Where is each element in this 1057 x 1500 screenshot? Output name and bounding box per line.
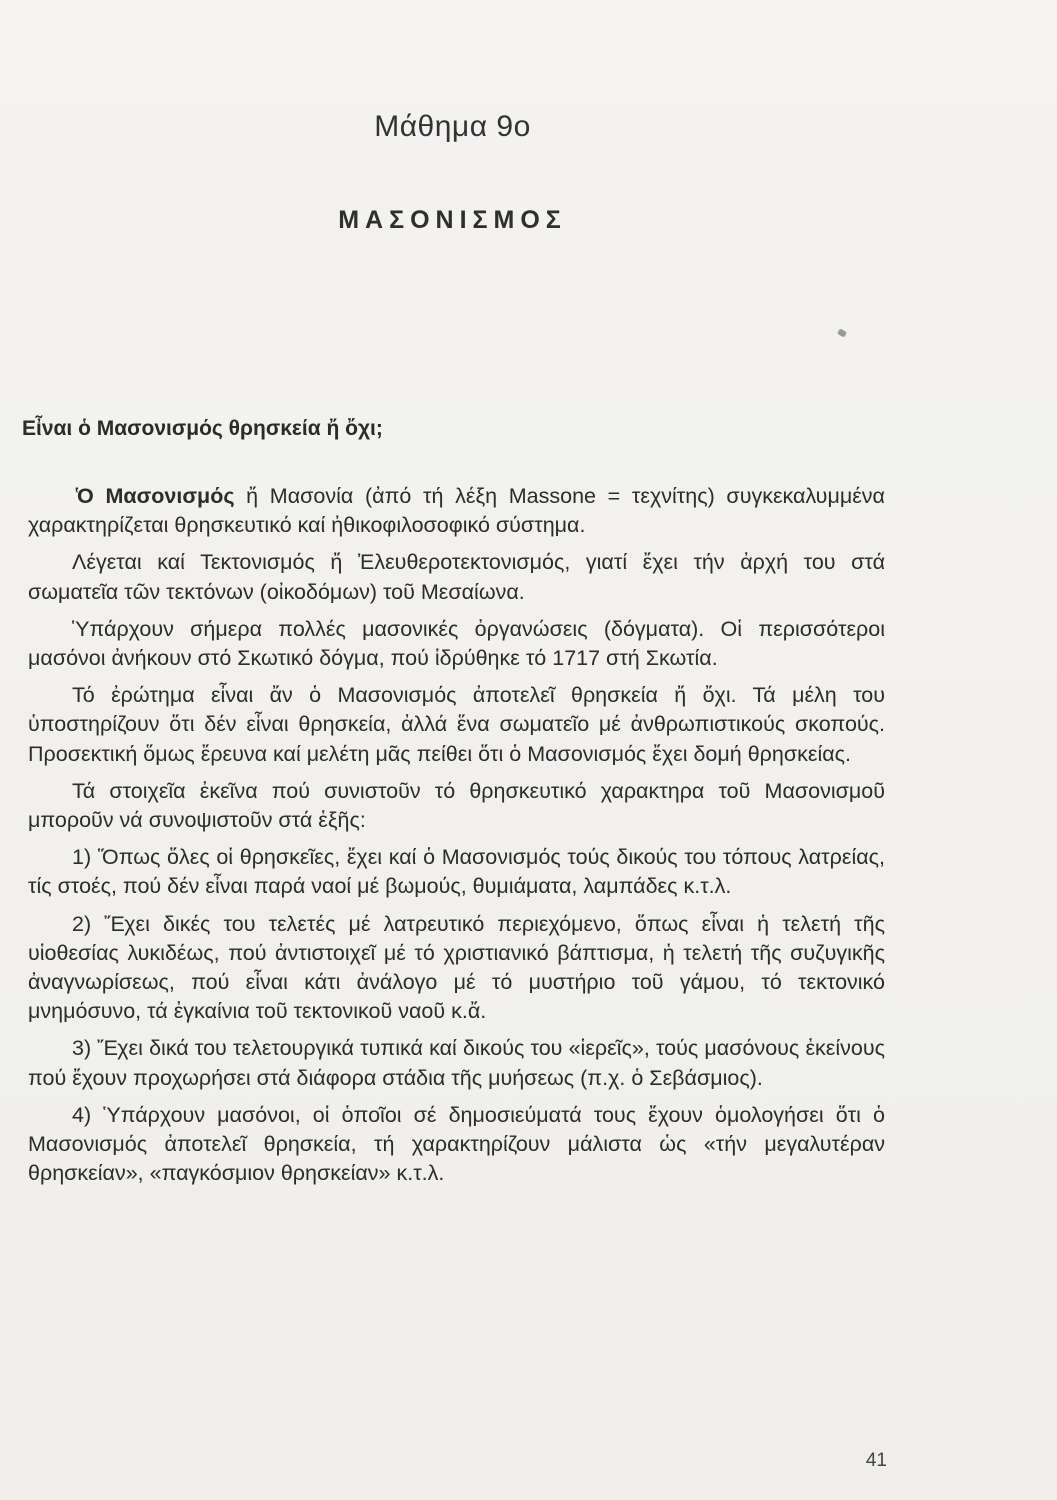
list-item-3: 3) Ἔχει δικά του τελετουργικά τυπικά καί δικούς του «ἱερεῖς», τούς μασόνους ἐκείνους πού ἔχουν προχωρήσει στά διάφορα στάδια τῆς μυήσεως (π.χ. ὁ Σεβάσμιος). xyxy=(28,1036,885,1090)
paragraph-organizations: Ὑπάρχουν σήμερα πολλές μασονικές ὀργανώσεις (δόγματα). Οἱ περισσότεροι μασόνοι ἀνήκουν στό Σκωτικό δόγμα, πού ἱδρύθηκε τό 1717 στή Σκωτία. xyxy=(28,616,885,671)
paragraph-question: Τό ἐρώτημα εἶναι ἄν ὁ Μασονισμός ἀποτελεῖ θρησκεία ἤ ὄχι. Τά μέλη του ὑποστηρίζουν ὅτι δέν εἶναι θρησκεία, ἀλλά ἕνα σωματεῖο μέ ἀνθρωπιστικούς σκοπούς. Προσεκτική ὅμως ἔρευνα καί μελέτη μᾶς πείθει ὅτι ὁ Μασονισμός ἔχει δομή θρησκείας. xyxy=(28,683,885,766)
section-heading: Εἶναι ὁ Μασονισμός θρησκεία ἤ ὄχι; xyxy=(22,417,383,440)
page-number: 41 xyxy=(865,1450,887,1471)
paragraph-text: ἤ Μασονία (ἀπό τή λέξη Massone = τεχνίτης) συγκεκαλυμμένα χαρακτηρίζεται θρησκευτικό καί ἠθικοφιλοσοφικό σύστημα. xyxy=(28,484,885,538)
list-item-4: 4) Ὑπάρχουν μασόνοι, οἱ ὁποῖοι σέ δημοσιεύματά τους ἔχουν ὁμολογήσει ὅτι ὁ Μασονισμός ἀποτελεῖ θρησκεία, τή χαρακτηρίζουν μάλιστα ὡς «τήν μεγαλυτέραν θρησκείαν», «παγκόσμιον θρησκείαν» κ.τ.λ. xyxy=(28,1102,885,1186)
body-text xyxy=(28,482,885,1196)
paragraph-origin: Λέγεται καί Τεκτονισμός ἤ Ἐλευθεροτεκτονισμός, γιατί ἔχει τήν ἀρχή του στά σωματεῖα τῶν τεκτόνων (οἰκοδόμων) τοῦ Μεσαίωνα. xyxy=(28,550,885,604)
paragraph-lead: Ὁ Μασονισμός xyxy=(76,484,235,508)
list-item-2: 2) Ἔχει δικές του τελετές μέ λατρευτικό περιεχόμενο, ὅπως εἶναι ἡ τελετή τῆς υἱοθεσίας λυκιδέως, πού ἀντιστοιχεῖ μέ τό χριστιανικό βάπτισμα, ἡ τελετή τῆς συζυγικῆς ἀναγνωρίσεως, πού εἶναι κάτι ἀνάλογο μέ τό μυστήριο τοῦ γάμου, τό τεκτονικό μνημόσυνο, τά ἐγκαίνια τοῦ τεκτονικοῦ ναοῦ κ.ἄ. xyxy=(28,911,885,1024)
paragraph-definition xyxy=(28,482,885,540)
list-item-1: 1) Ὅπως ὅλες οἱ θρησκεῖες, ἔχει καί ὁ Μασονισμός τούς δικούς του τόπους λατρείας, τίς στοές, πού δέν εἶναι παρά ναοί μέ βωμούς, θυμιάματα, λαμπάδες κ.τ.λ. xyxy=(28,845,885,899)
subject-title: ΜΑΣΟΝΙΣΜΟΣ xyxy=(338,206,567,234)
paragraph-elements-intro: Τά στοιχεῖα ἐκεῖνα πού συνιστοῦν τό θρησκευτικό χαρακτηρα τοῦ Μασονισμοῦ μποροῦν νά συνοψιστοῦν στά ἑξῆς: xyxy=(28,778,885,833)
lesson-title: Μάθημα 9ο xyxy=(374,110,531,143)
ink-mark xyxy=(837,328,847,337)
